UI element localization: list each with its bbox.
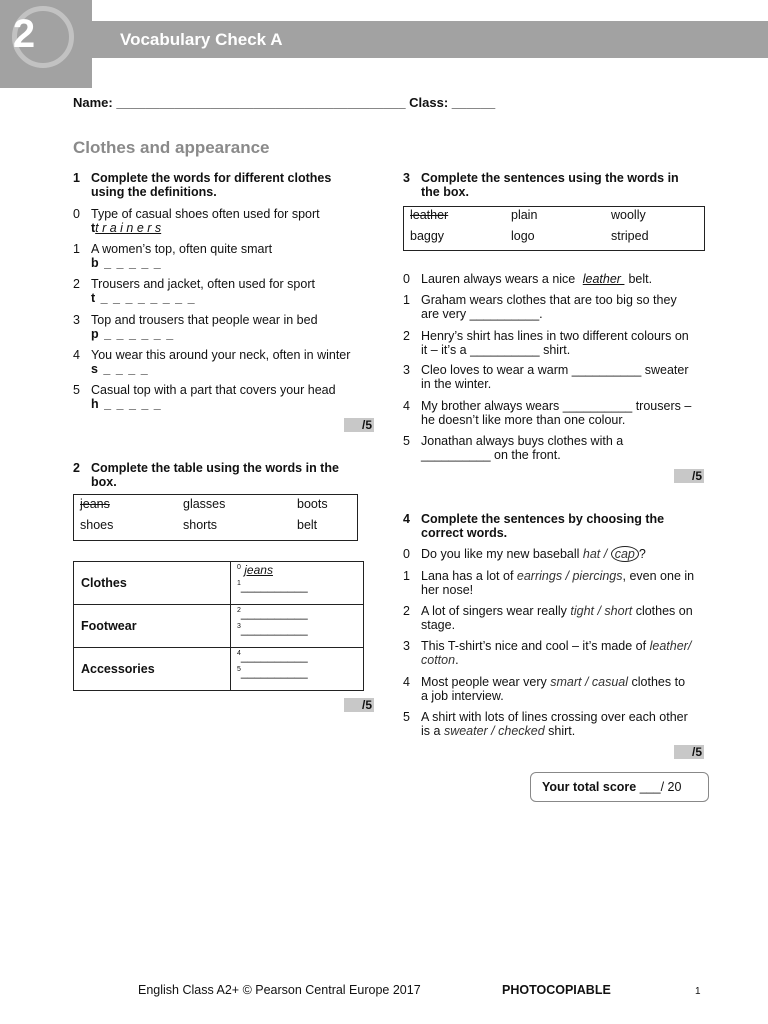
ex1-instruction-line1: Complete the words for different clothes — [91, 171, 332, 185]
word-box-item: plain — [511, 208, 538, 222]
ex4-options-2[interactable]: tight / short — [570, 604, 633, 618]
ex1-answer-2[interactable]: t _ _ _ _ _ _ _ _ — [91, 291, 196, 305]
ex4-options-5[interactable]: sweater / checked — [443, 724, 545, 738]
table-row: Footwear $^2$__________ $^3$__________ — [74, 605, 364, 648]
ex2-answer-4[interactable]: __________ — [240, 649, 308, 663]
ex4-options-3[interactable]: leather/ — [649, 639, 692, 653]
ex1-answer-1[interactable]: b _ _ _ _ _ — [91, 256, 162, 270]
ex2-answer-5[interactable]: __________ — [240, 665, 308, 679]
ex3-answer-3[interactable]: Cleo loves to wear a warm __________ sweater — [421, 363, 689, 377]
ex4-options-1[interactable]: earrings / piercings — [516, 569, 623, 583]
footer-copyright: English Class A2+ © Pearson Central Europe 2017 — [138, 983, 421, 997]
ex3-answer-1[interactable]: are very __________. — [421, 307, 543, 321]
total-score-label: Your total score — [542, 780, 637, 794]
total-score-value[interactable]: ___/ 20 — [639, 780, 682, 794]
word-box-item: shoes — [80, 518, 114, 532]
ex1-instruction-line2: using the definitions. — [91, 185, 217, 199]
ex3-example-answer: leather — [582, 272, 625, 286]
unit-number: 2 — [12, 12, 36, 56]
ex4-instruction: 4 Complete the sentences by choosing the correct words. — [403, 512, 665, 540]
ex2-word-box — [73, 494, 358, 541]
ex1-example-answer: t r a i n e r s — [95, 221, 162, 235]
section-title: Clothes and appearance — [73, 138, 270, 157]
ex2-number: 2 — [73, 461, 80, 475]
word-box-item: belt — [297, 518, 318, 532]
ex2-score: /5 — [344, 698, 374, 712]
ex2-category-table — [73, 561, 364, 691]
ex3-number: 3 — [403, 171, 410, 185]
ex4-number: 4 — [403, 512, 410, 526]
ex4-options-4[interactable]: smart / casual — [550, 675, 629, 689]
category-label: Accessories — [74, 648, 231, 691]
table-row: Clothes $^0$ jeans $^1$__________ — [74, 562, 364, 605]
word-box-item: striped — [611, 229, 649, 243]
ex3-word-box — [403, 206, 705, 251]
ex2-answer-3[interactable]: __________ — [240, 622, 308, 636]
ex1-answer-5[interactable]: h _ _ _ _ _ — [91, 397, 162, 411]
ex1-score: /5 — [344, 418, 374, 432]
word-box-item: glasses — [183, 497, 226, 511]
category-label: Clothes — [74, 562, 231, 605]
ex1-number: 1 — [73, 171, 80, 185]
word-box-item: shorts — [183, 518, 218, 532]
category-label: Footwear — [74, 605, 231, 648]
word-box-item: baggy — [410, 229, 445, 243]
ex2-answer-2[interactable]: __________ — [240, 606, 308, 620]
word-box-item: logo — [511, 229, 535, 243]
ex4-score: /5 — [674, 745, 704, 759]
name-class-line: Name: ________________________________________ Class: ______ — [73, 95, 496, 110]
ex3-answer-5[interactable]: __________ on the front. — [421, 448, 561, 462]
ex2-answer-1[interactable]: __________ — [240, 579, 308, 593]
word-box-item: boots — [297, 497, 328, 511]
ex3-answer-2[interactable]: it – it’s a __________ shirt. — [421, 343, 571, 357]
ex2-instruction: 2 Complete the table using the words in the box. — [73, 461, 339, 489]
ex1-answer-4[interactable]: s _ _ _ _ — [91, 362, 149, 376]
word-box-item: leather — [410, 208, 449, 222]
word-box-item: jeans — [80, 497, 110, 511]
table-row: Accessories $^4$__________ $^5$__________ — [74, 648, 364, 691]
ex3-answer-4[interactable]: My brother always wears __________ trousers – — [421, 399, 692, 413]
circled-answer: cap — [611, 546, 639, 562]
ex2-example-answer: jeans — [244, 563, 273, 577]
total-score-box — [530, 772, 709, 802]
ex1-answer-3[interactable]: p _ _ _ _ _ _ — [91, 327, 175, 341]
ex1-instruction — [73, 171, 373, 201]
page-number: 1 — [695, 986, 701, 997]
word-box-item: woolly — [611, 208, 646, 222]
ex3-instruction: 3 Complete the sentences using the words in the box. — [403, 171, 679, 199]
ex3-score: /5 — [674, 469, 704, 483]
page-title: Vocabulary Check A — [120, 30, 283, 49]
footer-photocopiable: PHOTOCOPIABLE — [502, 983, 611, 997]
